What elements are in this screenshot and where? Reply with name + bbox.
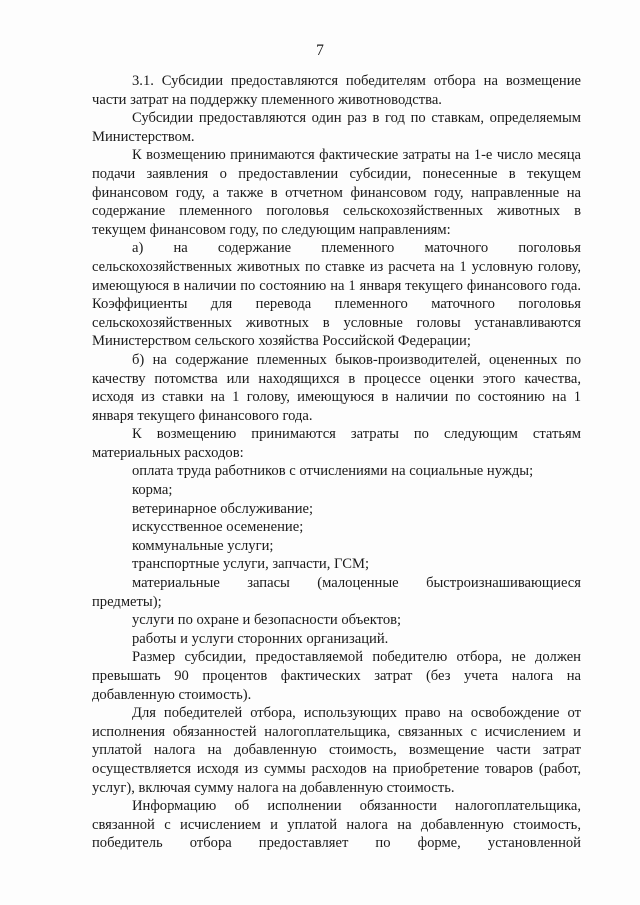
expense-item: работы и услуги сторонних организаций.	[132, 630, 389, 647]
expense-item: транспортные услуги, запчасти, ГСМ;	[132, 556, 370, 573]
expense-item: оплата труда работников с отчислениями на социальные нужды;	[132, 463, 534, 480]
paragraph-item-b: б) на содержание племенных быков-производителей, оцененных по качеству потомства или находящихся в процессе оценки этого качества, исходя из ставки на 1 голову, имеющуюся в наличии по состоянию на 1 января текущего финансового года.	[92, 351, 581, 424]
expense-item: услуги по охране и безопасности объектов;	[132, 612, 402, 629]
expense-item: корма;	[132, 482, 173, 499]
expense-item: ветеринарное обслуживание;	[132, 500, 314, 517]
paragraph-once-a-year: Субсидии предоставляются один раз в год по ставкам, определяемым Министерством.	[92, 110, 581, 145]
document-body	[92, 72, 581, 853]
paragraph-3-1: 3.1. Субсидии предоставляются победителям отбора на возмещение части затрат на поддержку племенного животноводства.	[92, 73, 581, 108]
paragraph-vat-exemption: Для победителей отбора, использующих право на освобождение от исполнения обязанностей налогоплательщика, связанных с исчислением и уплатой налога на добавленную стоимость, возмещение части затрат осуществляется исходя из суммы расходов на приобретение товаров (работ, услуг), включая сумму налога на добавленную стоимость.	[92, 705, 581, 796]
paragraph-expense-articles: К возмещению принимаются затраты по следующим статьям материальных расходов:	[92, 426, 581, 461]
expense-item: материальные запасы (малоценные быстроизнашивающиеся предметы);	[92, 575, 581, 610]
page-number: 7	[316, 42, 324, 59]
expense-item: коммунальные услуги;	[132, 537, 274, 554]
paragraph-item-a: а) на содержание племенного маточного поголовья сельскохозяйственных животных по ставке из расчета на 1 условную голову, имеющуюся в наличии по состоянию на 1 января текущего финансового года. Коэффициенты для перевода племенного маточного поголовья сельскохозяйственных животных в условные головы устанавливаются Министерством сельского хозяйства Российской Федерации;	[92, 240, 581, 350]
paragraph-taxpayer-info: Информацию об исполнении обязанности налогоплательщика, связанной с исчислением и уплатой налога на добавленную стоимость, победитель отбора предоставляет по форме, установленной	[92, 798, 581, 852]
paragraph-subsidy-limit: Размер субсидии, предоставляемой победителю отбора, не должен превышать 90 процентов фактических затрат (без учета налога на добавленную стоимость).	[92, 649, 581, 703]
paragraph-actual-costs: К возмещению принимаются фактические затраты на 1-е число месяца подачи заявления о предоставлении субсидии, понесенные в текущем финансовом году, а также в отчетном финансовом году, направленные на содержание племенного поголовья сельскохозяйственных животных в текущем финансовом году, по следующим направлениям:	[92, 147, 581, 238]
expense-item: искусственное осеменение;	[132, 519, 304, 536]
